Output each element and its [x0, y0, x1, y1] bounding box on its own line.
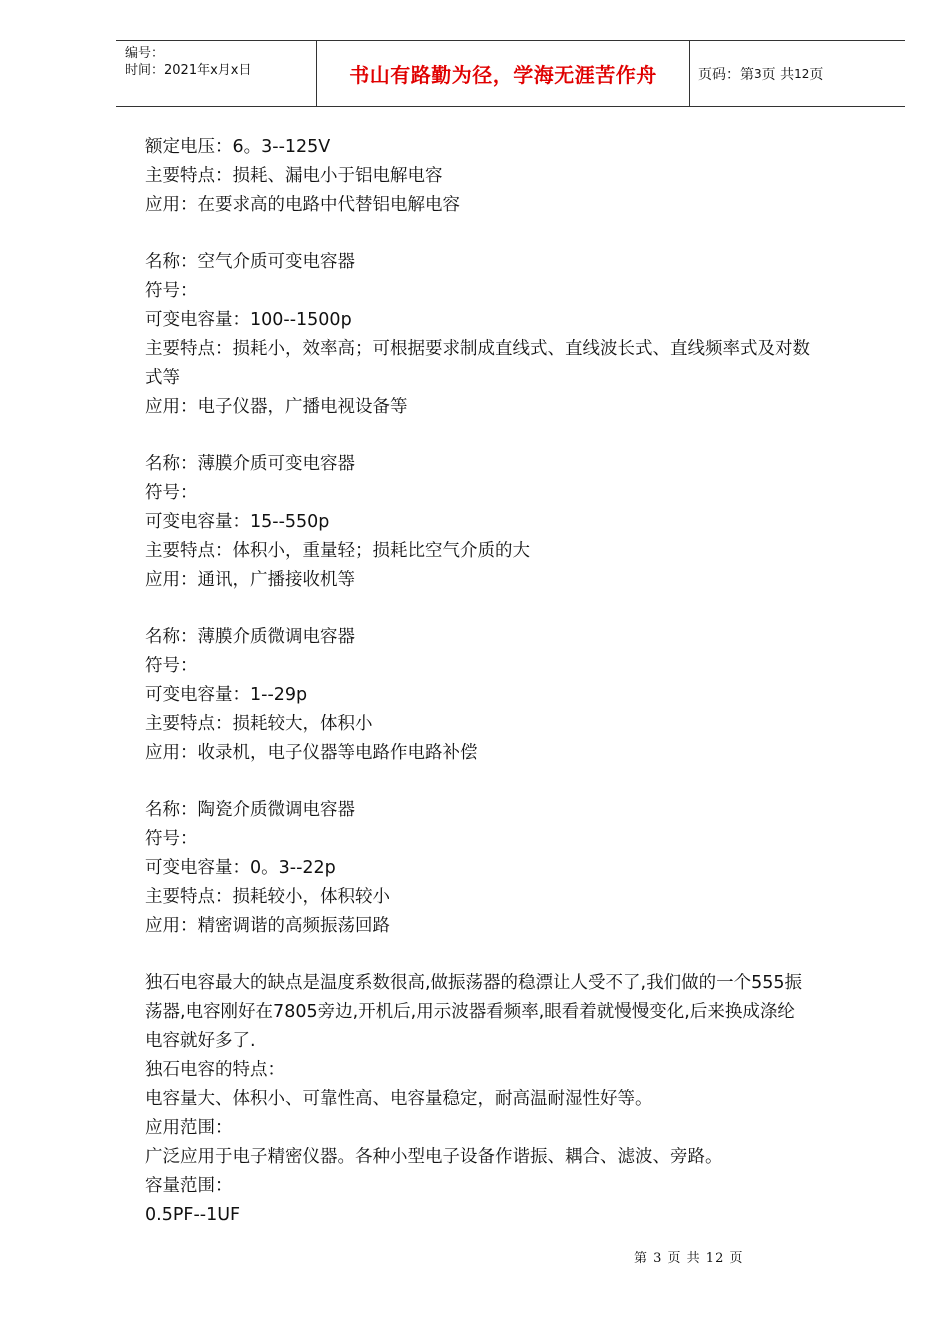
paragraph-gap — [145, 422, 880, 450]
text-line: 名称：陶瓷介质微调电容器 — [145, 800, 355, 820]
text-line: 应用：收录机，电子仪器等电路作电路补偿 — [145, 743, 478, 763]
paragraph-gap — [145, 595, 880, 623]
text-line: 容量范围： — [145, 1176, 233, 1196]
page-prefix: 页码：第 — [698, 66, 754, 83]
text-line: 额定电压：6。3--125V — [145, 137, 331, 157]
text-line: 荡器,电容刚好在7805旁边,开机后,用示波器看频率,眼看着就慢慢变化,后来换成涤纶 — [145, 1002, 795, 1022]
text-line: 主要特点：损耗、漏电小于铝电解电容 — [145, 166, 443, 186]
text-line: 可变电容量：1--29p — [145, 685, 308, 705]
text-line: 可变电容量：0。3--22p — [145, 858, 336, 878]
text-line: 广泛应用于电子精密仪器。各种小型电子设备作谐振、耦合、滤波、旁路。 — [145, 1147, 723, 1167]
text-line: 电容量大、体积小、可靠性高、电容量稳定，耐高温耐湿性好等。 — [145, 1089, 653, 1109]
text-line: 主要特点：损耗较小，体积较小 — [145, 887, 390, 907]
text-line: 主要特点：损耗小，效率高；可根据要求制成直线式、直线波长式、直线频率式及对数 — [145, 339, 810, 359]
document-number-label: 编号： — [125, 46, 165, 61]
page-header — [116, 40, 905, 107]
page-suffix: 页 — [809, 66, 824, 83]
text-line: 独石电容的特点： — [145, 1060, 285, 1080]
paragraph-gap — [145, 941, 880, 969]
page-mid: 页 共 — [761, 66, 795, 83]
page-total: 12 — [794, 66, 810, 81]
text-line: 主要特点：体积小，重量轻；损耗比空气介质的大 — [145, 541, 530, 561]
text-line: 符号： — [145, 281, 198, 301]
text-line: 符号： — [145, 483, 198, 503]
text-line: 名称：空气介质可变电容器 — [145, 252, 355, 272]
paragraph-gap — [145, 768, 880, 796]
text-line: 电容就好多了. — [145, 1031, 256, 1051]
text-line: 0.5PF--1UF — [145, 1205, 241, 1225]
paragraph-gap — [145, 220, 880, 248]
page-current: 3 — [754, 66, 762, 81]
document-time: 时间：2021年x月x日 — [125, 63, 252, 78]
text-line: 独石电容最大的缺点是温度系数很高,做振荡器的稳漂让人受不了,我们做的一个555振 — [145, 973, 803, 993]
text-line: 名称：薄膜介质微调电容器 — [145, 627, 355, 647]
page-footer: 第 3 页 共 12 页 — [634, 1251, 744, 1266]
text-line: 主要特点：损耗较大，体积小 — [145, 714, 373, 734]
text-line: 应用：在要求高的电路中代替铝电解电容 — [145, 195, 460, 215]
text-line: 应用：电子仪器，广播电视设备等 — [145, 397, 408, 417]
header-page-info — [690, 41, 905, 106]
text-line: 式等 — [145, 368, 180, 388]
header-motto-cell — [316, 41, 690, 106]
text-line: 应用：通讯，广播接收机等 — [145, 570, 355, 590]
text-line: 名称：薄膜介质可变电容器 — [145, 454, 355, 474]
header-motto: 书山有路勤为径，学海无涯苦作舟 — [349, 63, 657, 87]
text-line: 应用范围： — [145, 1118, 233, 1138]
text-line: 符号： — [145, 829, 198, 849]
text-line: 符号： — [145, 656, 198, 676]
text-line: 可变电容量：100--1500p — [145, 310, 352, 330]
document-body — [145, 133, 880, 1230]
text-line: 可变电容量：15--550p — [145, 512, 330, 532]
text-line: 应用：精密调谐的高频振荡回路 — [145, 916, 390, 936]
header-meta — [116, 41, 316, 106]
